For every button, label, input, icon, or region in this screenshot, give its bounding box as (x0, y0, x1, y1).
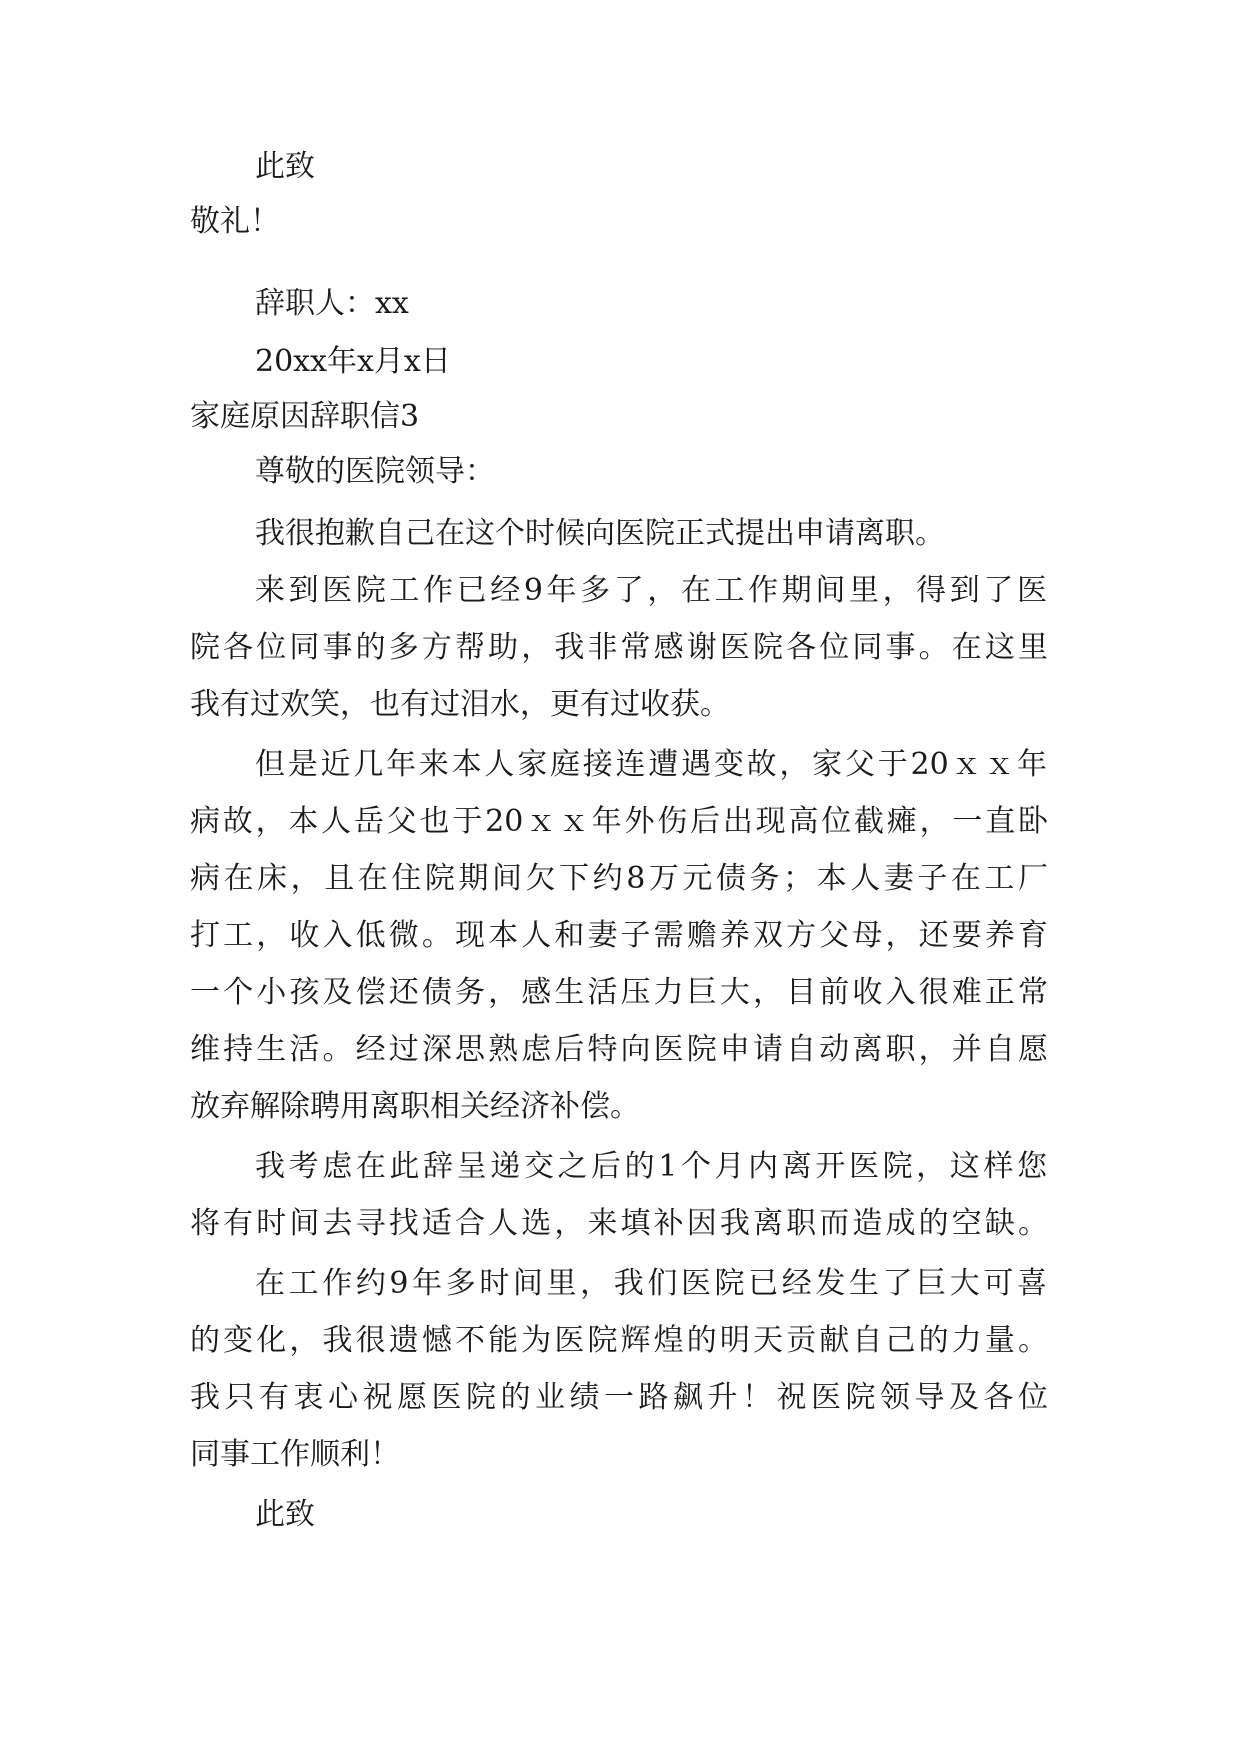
paragraph-line: 我考虑在此辞呈递交之后的1个月内离开医院，这样您 (255, 1149, 1047, 1184)
paragraph-line: 维持生活。经过深思熟虑后特向医院申请自动离职，并自愿 (190, 1032, 1048, 1067)
paragraph-line: 我有过欢笑，也有过泪水，更有过收获。 (190, 687, 730, 722)
signature-date: 20xx年x月x日 (255, 344, 451, 379)
paragraph-line: 一个小孩及偿还债务，感生活压力巨大，目前收入很难正常 (190, 975, 1048, 1010)
paragraph-line: 的变化，我很遗憾不能为医院辉煌的明天贡献自己的力量。 (190, 1323, 1048, 1358)
paragraph-line: 放弃解除聘用离职相关经济补偿。 (190, 1089, 640, 1124)
section-title: 家庭原因辞职信3 (190, 399, 420, 434)
paragraph-line: 在工作约9年多时间里，我们医院已经发生了巨大可喜 (255, 1266, 1047, 1301)
paragraph-line: 将有时间去寻找适合人选，来填补因我离职而造成的空缺。 (190, 1206, 1048, 1241)
paragraph-line: 我只有衷心祝愿医院的业绩一路飙升！祝医院领导及各位 (190, 1380, 1048, 1415)
paragraph-line: 来到医院工作已经9年多了，在工作期间里，得到了医 (255, 573, 1047, 608)
greeting: 尊敬的医院领导： (255, 454, 495, 489)
paragraph-line: 但是近几年来本人家庭接连遭遇变故，家父于20ｘｘ年 (255, 747, 1047, 782)
paragraph-line: 打工，收入低微。现本人和妻子需赡养双方父母，还要养育 (190, 918, 1048, 953)
paragraph-line: 同事工作顺利！ (190, 1437, 400, 1472)
closing-salutation: 此致 (255, 149, 315, 184)
closing-salutation: 此致 (255, 1497, 315, 1532)
paragraph-line: 病在床，且在住院期间欠下约8万元债务；本人妻子在工厂 (190, 861, 1048, 896)
paragraph-line: 病故，本人岳父也于20ｘｘ年外伤后出现高位截瘫，一直卧 (190, 804, 1048, 839)
respect-line: 敬礼！ (190, 204, 280, 239)
signature-name: 辞职人：xx (255, 286, 409, 321)
paragraph-line: 我很抱歉自己在这个时候向医院正式提出申请离职。 (255, 516, 945, 551)
paragraph-line: 院各位同事的多方帮助，我非常感谢医院各位同事。在这里 (190, 630, 1048, 665)
